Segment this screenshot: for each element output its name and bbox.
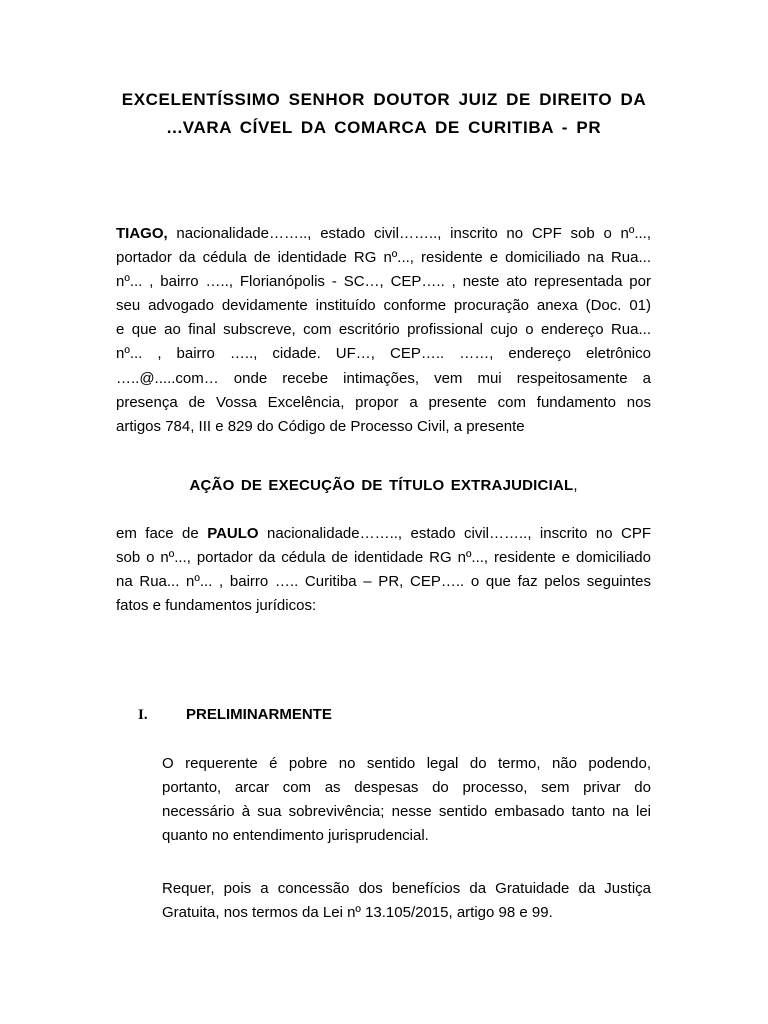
section-title: PRELIMINARMENTE [186, 706, 332, 723]
intro-line: seu advogado devidamente instituído conforme procuração anexa (Doc. 01) [116, 297, 651, 315]
defendant-line: em face de PAULO nacionalidade…….., estado civil…….., inscrito no CPF [116, 525, 651, 542]
preliminar-paragraph-2 [162, 877, 651, 925]
action-title-suffix: , [573, 477, 578, 494]
preliminar-line: quanto no entendimento jurisprudencial. [162, 827, 429, 845]
defendant-name: PAULO [207, 525, 259, 542]
action-title [116, 474, 651, 498]
section-number: I. [138, 707, 148, 723]
preliminar-line: Requer, pois a concessão dos benefícios da Gratuidade da Justiça [162, 880, 651, 897]
defendant-line: na Rua... nº... , bairro ….. Curitiba – PR, CEP….. o que faz pelos seguintes [116, 573, 651, 591]
preliminar-line: Gratuita, nos termos da Lei nº 13.105/2015, artigo 98 e 99. [162, 904, 553, 922]
defendant-line: sob o nº..., portador da cédula de identidade RG nº..., residente e domiciliado [116, 549, 651, 567]
intro-line: nº... , bairro ….., cidade. UF…, CEP….. ……, endereço eletrônico [116, 345, 651, 363]
intro-line: presença de Vossa Excelência, propor a presente com fundamento nos [116, 393, 651, 411]
defendant-paragraph [116, 522, 651, 618]
intro-line: …..@.....com… onde recebe intimações, vem mui respeitosamente a [116, 369, 651, 387]
document-title-line-1: EXCELENTÍSSIMO SENHOR DOUTOR JUIZ DE DIREITO DA [121, 90, 647, 109]
preliminar-line: necessário à sua sobrevivência; nesse sentido embasado tanto na lei [162, 803, 651, 821]
intro-line: portador da cédula de identidade RG nº..., residente e domiciliado na Rua... [116, 249, 651, 267]
intro-line: artigos 784, III e 829 do Código de Processo Civil, a presente [116, 417, 525, 435]
intro-line: nº... , bairro ….., Florianópolis - SC…, CEP….. , neste ato representada por [116, 273, 651, 291]
defendant-line: fatos e fundamentos jurídicos: [116, 597, 317, 615]
document-title-line-2: ...VARA CÍVEL DA COMARCA DE CURITIBA - PR [166, 118, 602, 137]
preliminar-paragraph-1 [162, 752, 651, 848]
intro-line: TIAGO, nacionalidade…….., estado civil…….., inscrito no CPF sob o nº..., [116, 225, 651, 242]
intro-paragraph [116, 222, 651, 439]
preliminar-line: O requerente é pobre no sentido legal do termo, não podendo, [162, 755, 651, 772]
intro-line: e que ao final subscreve, com escritório profissional cujo o endereço Rua... [116, 321, 651, 339]
plaintiff-name: TIAGO, [116, 225, 168, 242]
preliminar-line: portanto, arcar com as despesas do processo, sem privar do [162, 779, 651, 797]
action-title-text: AÇÃO DE EXECUÇÃO DE TÍTULO EXTRAJUDICIAL [189, 477, 574, 494]
section-heading-preliminar [138, 703, 332, 727]
